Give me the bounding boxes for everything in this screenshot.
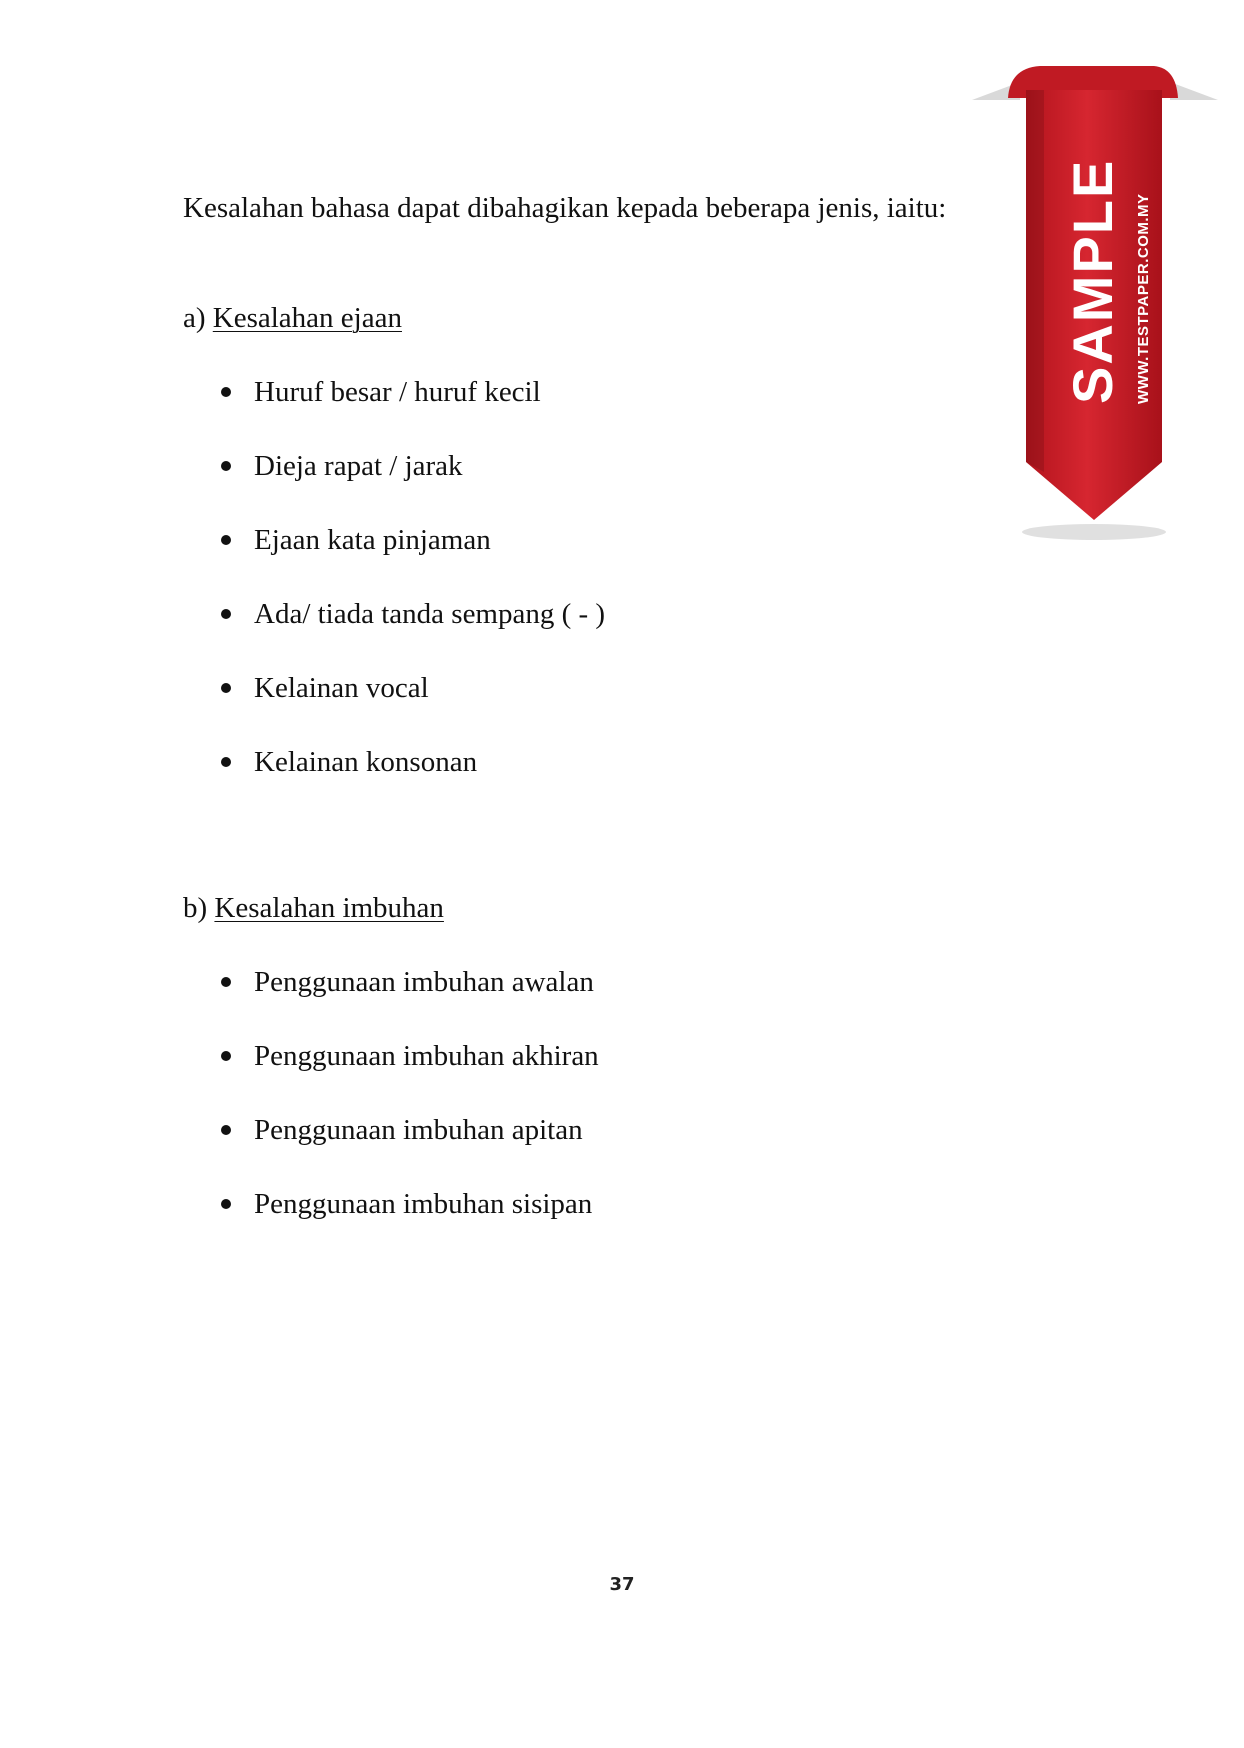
list-item <box>183 1036 599 1076</box>
ribbon-shadow <box>1022 524 1166 540</box>
list-item-text: Kelainan vocal <box>254 672 429 704</box>
watermark-sub-text: WWW.TESTPAPER.COM.MY <box>1135 193 1152 404</box>
section-marker: b) <box>183 892 208 924</box>
list-item-text: Penggunaan imbuhan apitan <box>254 1114 583 1146</box>
list-item-text: Huruf besar / huruf kecil <box>254 376 541 408</box>
intro-paragraph: Kesalahan bahasa dapat dibahagikan kepada beberapa jenis, iaitu: <box>183 192 947 224</box>
list-item-text: Ejaan kata pinjaman <box>254 524 491 556</box>
section-spelling-errors <box>183 298 605 782</box>
list-item-text: Kelainan konsonan <box>254 746 478 778</box>
sample-watermark-ribbon <box>970 62 1220 542</box>
list-item <box>183 1110 599 1150</box>
bullet-icon <box>221 461 231 471</box>
list-item-text: Penggunaan imbuhan awalan <box>254 966 594 998</box>
section-title: Kesalahan imbuhan <box>214 892 444 924</box>
bullet-icon <box>221 1051 231 1061</box>
list-item <box>183 446 605 486</box>
ribbon-inner-shade <box>1026 90 1044 472</box>
list-item <box>183 962 599 1002</box>
list-item <box>183 520 605 560</box>
section-title: Kesalahan ejaan <box>212 302 402 334</box>
bullet-icon <box>221 1199 231 1209</box>
bullet-icon <box>221 535 231 545</box>
watermark-main-text: SAMPLE <box>1061 158 1124 404</box>
section-heading <box>183 298 605 338</box>
list-item <box>183 1184 599 1224</box>
section-affix-errors <box>183 888 599 1224</box>
list-item <box>183 668 605 708</box>
bullet-list <box>183 372 605 782</box>
bullet-icon <box>221 683 231 693</box>
list-item <box>183 594 605 634</box>
list-item-text: Dieja rapat / jarak <box>254 450 463 482</box>
section-heading <box>183 888 599 928</box>
list-item-text: Penggunaan imbuhan akhiran <box>254 1040 599 1072</box>
list-item-text: Penggunaan imbuhan sisipan <box>254 1188 593 1220</box>
bullet-icon <box>221 609 231 619</box>
section-marker: a) <box>183 302 206 334</box>
bullet-list <box>183 962 599 1224</box>
list-item <box>183 372 605 412</box>
page-number: 37 <box>609 1574 635 1595</box>
list-item-text: Ada/ tiada tanda sempang ( - ) <box>254 598 606 630</box>
bullet-icon <box>221 387 231 397</box>
list-item <box>183 742 605 782</box>
bullet-icon <box>221 757 231 767</box>
bullet-icon <box>221 1125 231 1135</box>
bullet-icon <box>221 977 231 987</box>
